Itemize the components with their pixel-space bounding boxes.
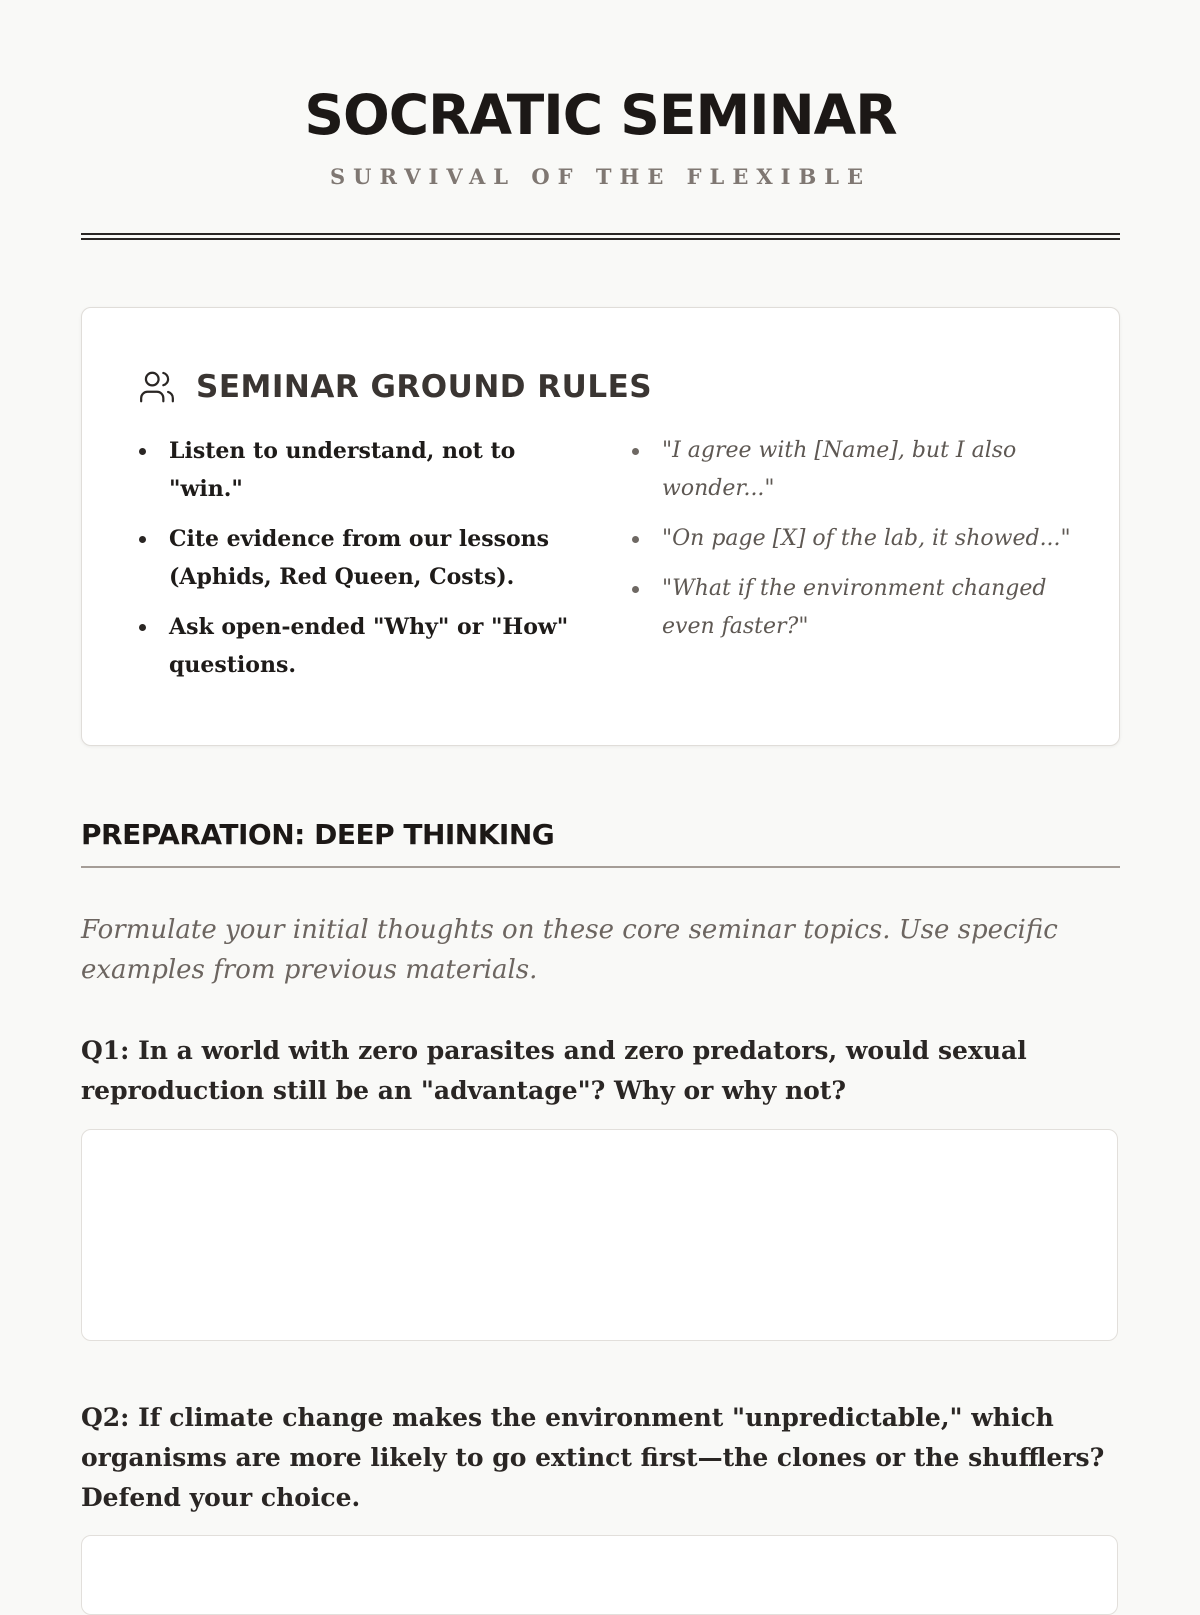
list-item: "What if the environment changed even faster?" (630, 570, 1085, 646)
ground-rules-card (81, 307, 1120, 746)
preparation-heading: PREPARATION: DEEP THINKING (81, 818, 555, 851)
section-divider (81, 866, 1120, 868)
list-item: Ask open-ended "Why" or "How" questions. (137, 608, 572, 684)
ground-rules-heading (138, 366, 652, 408)
list-item: "I agree with [Name], but I also wonder..." (630, 432, 1085, 508)
ground-rules-title: SEMINAR GROUND RULES (196, 369, 653, 405)
question-1-answer-field[interactable] (81, 1129, 1118, 1341)
question-2-answer-field[interactable] (81, 1535, 1118, 1615)
ground-rules-list (137, 432, 572, 696)
users-icon (138, 368, 176, 406)
list-item: Listen to understand, not to "win." (137, 432, 572, 508)
page-subtitle: SURVIVAL OF THE FLEXIBLE (330, 164, 871, 189)
title-divider (81, 233, 1120, 240)
list-item: "On page [X] of the lab, it showed..." (630, 520, 1085, 558)
question-1-prompt: Q1: In a world with zero parasites and zero predators, would sexual reproduction still be an "advantage"? Why or why not? (81, 1036, 1027, 1105)
preparation-intro: Formulate your initial thoughts on these core seminar topics. Use specific examples from previous materials. (81, 915, 1058, 985)
list-item: Cite evidence from our lessons (Aphids, Red Queen, Costs). (137, 520, 572, 596)
sentence-starters-list (630, 432, 1085, 658)
page-title: SOCRATIC SEMINAR (304, 83, 897, 147)
question-2-prompt: Q2: If climate change makes the environment "unpredictable," which organisms are more likely to go extinct first—the clones or the shufflers? Defend your choice. (81, 1403, 1105, 1512)
